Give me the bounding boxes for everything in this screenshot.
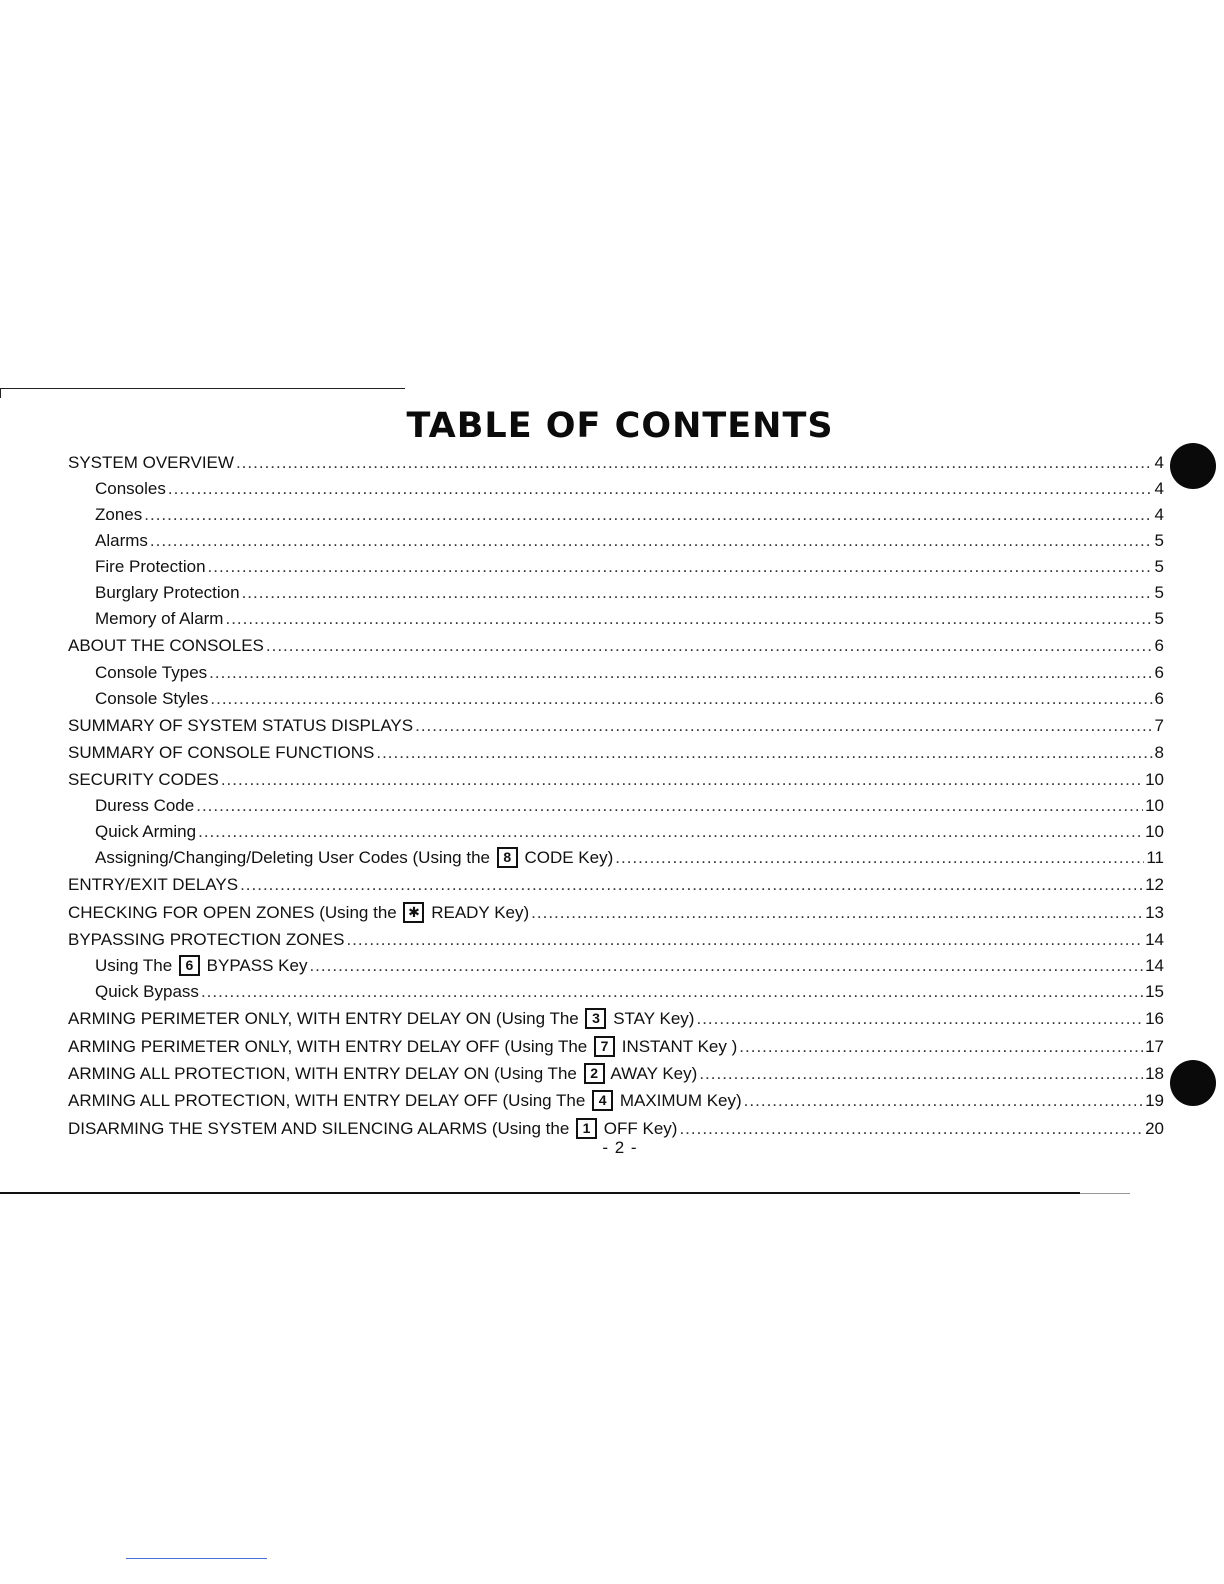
toc-entry-label: Burglary Protection <box>95 583 240 603</box>
dot-leader <box>266 632 1153 659</box>
toc-entry-label-text: BYPASS Key <box>206 956 308 976</box>
toc-entry-page: 13 <box>1145 902 1164 922</box>
toc-entry-page: 10 <box>1145 796 1164 816</box>
toc-entry-page: 10 <box>1145 822 1164 842</box>
toc-entry[interactable] <box>68 739 1164 766</box>
toc-entry-label: SECURITY CODES <box>68 770 219 790</box>
toc-entry[interactable] <box>68 871 1164 898</box>
dot-leader <box>242 580 1153 606</box>
toc-entry[interactable] <box>68 1060 1164 1087</box>
toc-entry-label-text: AWAY Key) <box>610 1063 698 1083</box>
toc-entry-page: 6 <box>1154 662 1164 682</box>
toc-entry-label-text: Using The <box>95 956 173 976</box>
toc-entry-label-text: Assigning/Changing/Deleting User Codes (Using the <box>95 848 490 868</box>
toc-entry[interactable] <box>68 1087 1164 1114</box>
toc-entry-label: Zones <box>95 505 143 525</box>
toc-entry-page: 5 <box>1154 531 1164 551</box>
keypad-key-icon: 6 <box>179 955 200 976</box>
toc-entry-page: 14 <box>1145 930 1164 950</box>
dot-leader <box>168 476 1153 502</box>
toc-entry[interactable] <box>68 979 1164 1005</box>
toc-entry-page: 18 <box>1145 1063 1164 1083</box>
toc-entry[interactable] <box>68 660 1164 686</box>
toc-entry-page: 12 <box>1145 875 1164 895</box>
dot-leader <box>531 899 1143 926</box>
toc-entry-label: SUMMARY OF CONSOLE FUNCTIONS <box>68 742 375 762</box>
keypad-key-icon: 2 <box>584 1063 605 1084</box>
toc-entry[interactable] <box>68 606 1164 632</box>
toc-entry-page: 16 <box>1145 1009 1164 1029</box>
toc-entry-page: 4 <box>1154 505 1164 525</box>
toc-entry-page: 11 <box>1146 848 1164 868</box>
dot-leader <box>221 766 1143 793</box>
top-rule <box>0 388 405 389</box>
toc-entry-label: Alarms <box>95 531 148 551</box>
toc-entry-label <box>68 1060 697 1087</box>
toc-entry[interactable] <box>68 926 1164 953</box>
toc-entry[interactable] <box>68 712 1164 739</box>
toc-entry-label-text: CHECKING FOR OPEN ZONES (Using the <box>68 902 397 922</box>
toc-entry-label: Console Types <box>95 662 208 682</box>
dot-leader <box>309 953 1143 979</box>
toc-entry[interactable] <box>68 686 1164 712</box>
toc-entry-label: Quick Arming <box>95 822 197 842</box>
toc-entry-label: ENTRY/EXIT DELAYS <box>68 875 239 895</box>
dot-leader <box>198 819 1143 845</box>
toc-entry-page: 6 <box>1154 636 1164 656</box>
dot-leader <box>144 502 1152 528</box>
toc-entry-label <box>68 845 613 871</box>
toc-entry-label: Quick Bypass <box>95 982 199 1002</box>
dot-leader <box>196 793 1143 819</box>
dot-leader <box>210 686 1152 712</box>
toc-entry-label-text: CODE Key) <box>524 848 614 868</box>
dot-leader <box>240 871 1143 898</box>
footer-rule <box>126 1558 267 1559</box>
toc-entry[interactable] <box>68 899 1164 926</box>
bottom-rule-tail <box>1080 1193 1130 1194</box>
keypad-key-icon: 3 <box>585 1008 606 1029</box>
toc-entry-label <box>68 899 529 926</box>
toc-entry[interactable] <box>68 554 1164 580</box>
binder-hole-bottom <box>1170 1060 1216 1106</box>
toc-entry-label: Console Styles <box>95 688 209 708</box>
toc-entry[interactable] <box>68 502 1164 528</box>
toc-entry-page: 17 <box>1145 1036 1164 1056</box>
dot-leader <box>346 926 1143 953</box>
toc-entry-page: 15 <box>1145 982 1164 1002</box>
toc-entry-page: 4 <box>1154 479 1164 499</box>
toc-entry-label-text: OFF Key) <box>603 1118 678 1138</box>
toc-entry[interactable] <box>68 845 1164 871</box>
toc-entry-page: 8 <box>1154 742 1164 762</box>
dot-leader <box>615 845 1144 871</box>
toc-entry[interactable] <box>68 953 1164 979</box>
toc-entry[interactable] <box>68 449 1164 476</box>
dot-leader <box>208 554 1153 580</box>
toc-entry-label-text: DISARMING THE SYSTEM AND SILENCING ALARMS (Using the <box>68 1118 570 1138</box>
toc-entry-page: 7 <box>1154 715 1164 735</box>
dot-leader <box>225 606 1152 632</box>
toc-entry-label-text: READY Key) <box>431 902 530 922</box>
dot-leader <box>236 449 1153 476</box>
toc-entry-label: Fire Protection <box>95 557 206 577</box>
keypad-key-icon: 8 <box>497 847 518 868</box>
binder-hole-top <box>1170 443 1216 489</box>
toc-entry-label <box>68 1033 737 1060</box>
toc-entry-page: 20 <box>1145 1118 1164 1138</box>
toc-entry-label: SUMMARY OF SYSTEM STATUS DISPLAYS <box>68 715 414 735</box>
toc-entry-label-text: STAY Key) <box>613 1009 695 1029</box>
toc-entry-page: 10 <box>1145 770 1164 790</box>
toc-entry-label-text: MAXIMUM Key) <box>619 1091 742 1111</box>
toc-entry[interactable] <box>68 1033 1164 1060</box>
toc-entry[interactable] <box>68 793 1164 819</box>
toc-entry-label: Consoles <box>95 479 166 499</box>
toc-entry[interactable] <box>68 476 1164 502</box>
toc-entry-label: SYSTEM OVERVIEW <box>68 453 234 472</box>
toc-entry[interactable] <box>68 580 1164 606</box>
dot-leader <box>699 1060 1143 1087</box>
toc-entry-page: 19 <box>1145 1091 1164 1111</box>
keypad-key-icon: 7 <box>594 1036 615 1057</box>
toc-entry[interactable] <box>68 632 1164 659</box>
toc-entry-page: 5 <box>1154 583 1164 603</box>
toc-entry-page: 14 <box>1145 956 1164 976</box>
toc-entry-page: 4 <box>1154 453 1164 472</box>
dot-leader <box>376 739 1152 766</box>
table-of-contents <box>68 449 1164 1142</box>
toc-entry-label-text: ARMING ALL PROTECTION, WITH ENTRY DELAY ON (Using The <box>68 1063 577 1083</box>
toc-entry-label <box>68 1005 694 1032</box>
page-number: - 2 - <box>602 1138 638 1157</box>
toc-entry-label: Duress Code <box>95 796 195 816</box>
toc-entry-label <box>68 953 307 979</box>
toc-entry-label-text: ARMING PERIMETER ONLY, WITH ENTRY DELAY OFF (Using The <box>68 1036 588 1056</box>
dot-leader <box>150 528 1153 554</box>
keypad-key-icon: ✱ <box>403 902 424 923</box>
keypad-key-icon: 1 <box>576 1118 597 1139</box>
toc-entry-page: 5 <box>1154 609 1164 629</box>
dot-leader <box>209 660 1152 686</box>
bottom-rule <box>0 1192 1080 1194</box>
dot-leader <box>744 1087 1143 1114</box>
toc-entry-label: ABOUT THE CONSOLES <box>68 636 264 656</box>
toc-entry[interactable] <box>68 819 1164 845</box>
toc-entry-label: BYPASSING PROTECTION ZONES <box>68 930 345 950</box>
toc-entry-label-text: ARMING PERIMETER ONLY, WITH ENTRY DELAY ON (Using The <box>68 1009 579 1029</box>
keypad-key-icon: 4 <box>592 1090 613 1111</box>
top-rule-corner <box>0 388 5 398</box>
toc-entry-label: Memory of Alarm <box>95 609 224 629</box>
dot-leader <box>696 1005 1143 1032</box>
page-title: TABLE OF CONTENTS <box>406 406 834 446</box>
toc-entry-page: 5 <box>1154 557 1164 577</box>
toc-entry[interactable] <box>68 766 1164 793</box>
toc-entry-page: 6 <box>1154 688 1164 708</box>
toc-entry-label-text: INSTANT Key ) <box>621 1036 738 1056</box>
toc-entry-label <box>68 1087 742 1114</box>
dot-leader <box>415 712 1152 739</box>
dot-leader <box>739 1033 1143 1060</box>
toc-entry[interactable] <box>68 1005 1164 1032</box>
toc-entry-label-text: ARMING ALL PROTECTION, WITH ENTRY DELAY OFF (Using The <box>68 1091 586 1111</box>
toc-entry[interactable] <box>68 528 1164 554</box>
dot-leader <box>201 979 1143 1005</box>
